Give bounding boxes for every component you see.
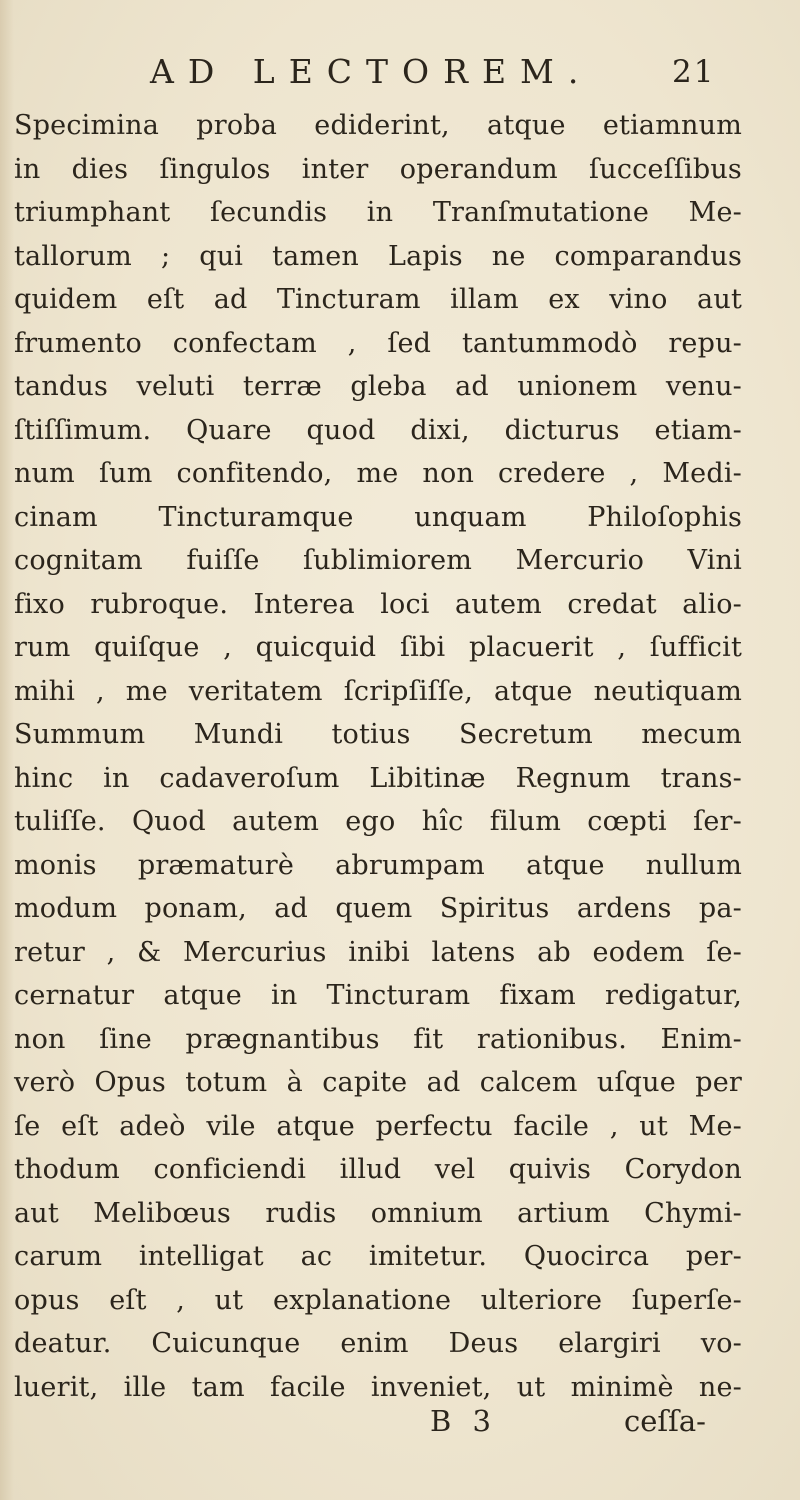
text-line: retur , & Mercurius inibi latens ab eodem ſe-: [14, 936, 742, 968]
catchword: ceſſa-: [624, 1404, 706, 1438]
text-line: cognitam fuiſſe ſublimiorem Mercurio Vini: [14, 545, 742, 576]
page-number: 21: [672, 54, 716, 90]
page-gutter-shadow: [0, 0, 14, 1500]
text-line: cinam Tincturamque unquam Philoſophis: [14, 501, 742, 533]
text-line: fixo rubroque. Interea loci autem credat alio-: [14, 588, 742, 620]
text-line: rum quiſque , quicquid ſibi placuerit , ſufficit: [14, 632, 742, 663]
running-head: AD LECTOREM.: [150, 52, 593, 91]
text-line: tandus veluti terræ gleba ad unionem venu-: [14, 371, 742, 402]
text-line: tallorum ; qui tamen Lapis ne comparandus: [14, 240, 742, 272]
text-line: verò Opus totum à capite ad calcem uſque per: [14, 1067, 742, 1098]
text-line: in dies ſingulos inter operandum ſucceſſibus: [14, 153, 742, 185]
text-line: triumphant ſecundis in Tranſmutatione Me-: [14, 197, 742, 228]
text-line: luerit, ille tam facile inveniet, ut minimè ne-: [14, 1371, 742, 1403]
text-line: deatur. Cuicunque enim Deus elargiri vo-: [14, 1328, 742, 1359]
text-line: Summum Mundi totius Secretum mecum: [14, 719, 742, 750]
text-line: ſe eſt adeò vile atque perfectu facile , ut Me-: [14, 1110, 742, 1142]
text-line: non ſine prægnantibus fit rationibus. Enim-: [14, 1023, 742, 1055]
text-line: Specimina proba ediderint, atque etiamnum: [14, 110, 742, 141]
text-line: modum ponam, ad quem Spiritus ardens pa-: [14, 893, 742, 924]
signature-mark: B 3: [430, 1404, 497, 1438]
text-line: tuliſſe. Quod autem ego hîc filum cœpti ſer-: [14, 806, 742, 837]
text-line: carum intelligat ac imitetur. Quocirca per-: [14, 1241, 742, 1272]
text-line: thodum conficiendi illud vel quivis Corydon: [14, 1154, 742, 1185]
text-line: mihi , me veritatem ſcripſiſſe, atque neutiquam: [14, 675, 742, 707]
page-header: [0, 52, 800, 100]
body-text: [14, 104, 742, 1409]
text-line: hinc in cadaveroſum Libitinæ Regnum trans-: [14, 762, 742, 794]
text-line: num ſum confitendo, me non credere , Medi-: [14, 458, 742, 489]
text-line: ſtiſſimum. Quare quod dixi, dicturus etiam-: [14, 414, 742, 446]
text-line: frumento confectam , ſed tantummodò repu-: [14, 327, 742, 359]
page-footer: [0, 1404, 800, 1444]
text-line: monis præmaturè abrumpam atque nullum: [14, 849, 742, 881]
text-line: opus eſt , ut explanatione ulteriore ſuperſe-: [14, 1284, 742, 1316]
text-line: cernatur atque in Tincturam fixam redigatur,: [14, 980, 742, 1011]
text-line: quidem eſt ad Tincturam illam ex vino aut: [14, 284, 742, 315]
text-line: aut Melibœus rudis omnium artium Chymi-: [14, 1197, 742, 1229]
